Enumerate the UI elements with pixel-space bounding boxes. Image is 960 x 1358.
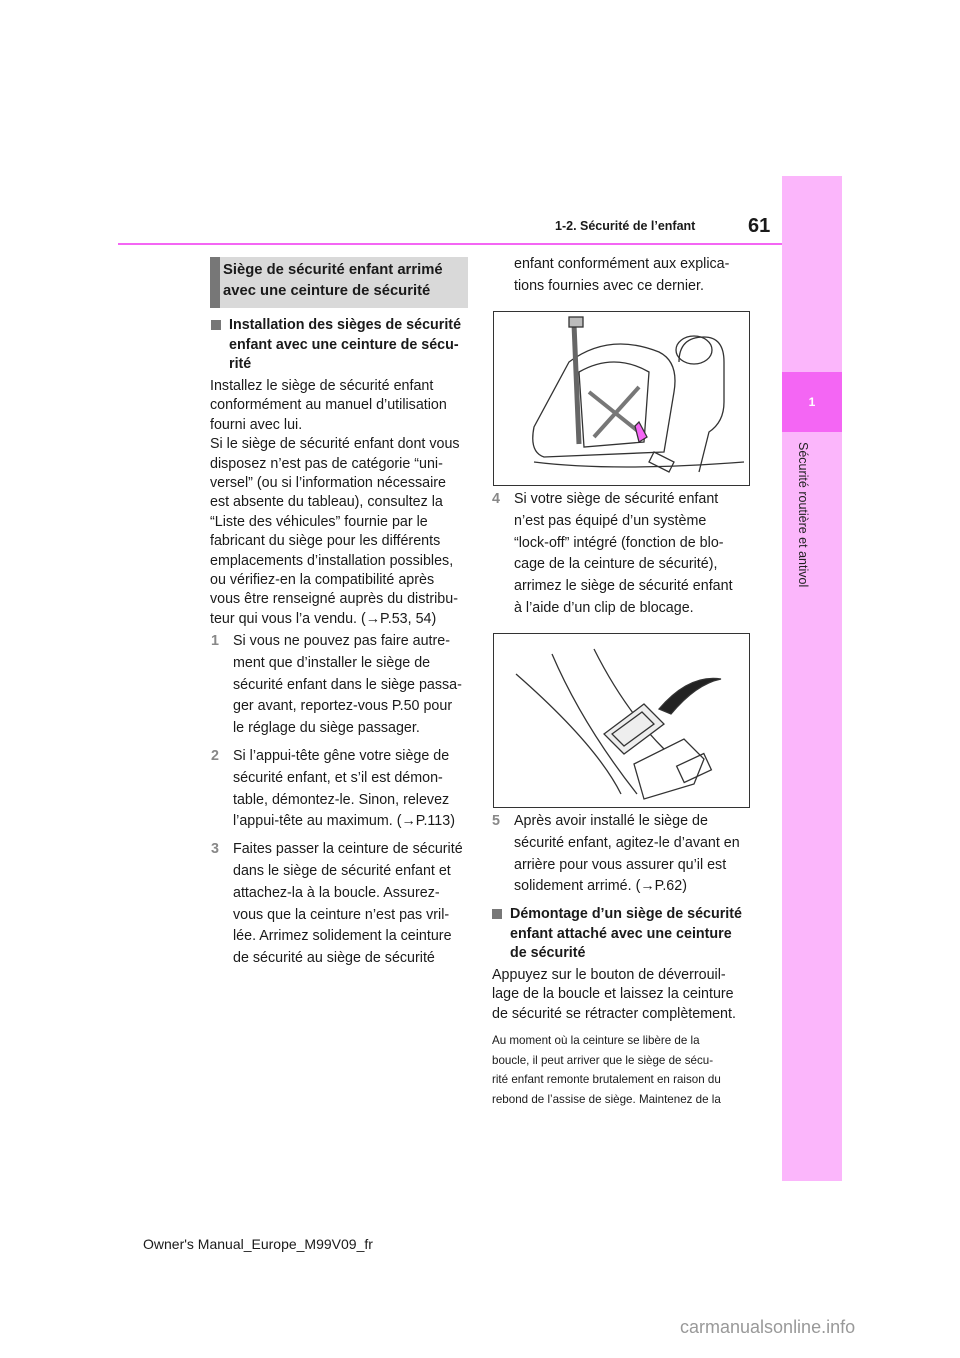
heading-line: avec une ceinture de sécurité bbox=[223, 283, 431, 299]
page-number: 61 bbox=[748, 215, 771, 237]
step-number: 5 bbox=[492, 813, 500, 829]
text-line: cage de la ceinture de sécurité), bbox=[514, 556, 718, 573]
step-item bbox=[211, 839, 463, 970]
text-line: Faites passer la ceinture de sécurité bbox=[233, 841, 463, 858]
steps-list bbox=[211, 631, 463, 976]
text-line: n’est pas équipé d’un système bbox=[514, 512, 707, 529]
subheading-line: de sécurité bbox=[510, 945, 586, 961]
text-line: fabricant du siège pour les différents bbox=[210, 533, 441, 550]
step-item bbox=[211, 631, 463, 740]
watermark[interactable]: carmanualsonline.info bbox=[680, 1317, 856, 1337]
text-line: de sécurité se rétracter complètement. bbox=[492, 1005, 736, 1022]
text-line: boucle, il peut arriver que le siège de sécu- bbox=[492, 1053, 714, 1067]
text-line: Appuyez sur le bouton de déverrouil- bbox=[492, 967, 726, 983]
step-item bbox=[211, 746, 463, 833]
text-line: rité enfant remonte brutalement en raison du bbox=[492, 1073, 721, 1086]
text-line: de sécurité au siège de sécurité bbox=[233, 950, 435, 967]
text-line: Après avoir installé le siège de bbox=[514, 813, 708, 829]
step-item bbox=[492, 489, 733, 620]
intro-paragraph bbox=[210, 377, 460, 629]
continued-paragraph bbox=[514, 254, 729, 298]
text-line: teur qui vous l’a vendu. (→P.53, 54) bbox=[210, 610, 437, 627]
locking-clip-illustration bbox=[493, 633, 750, 808]
text-line: ger avant, reportez-vous P.50 pour bbox=[233, 698, 453, 715]
text-line: disposez n’est pas de catégorie “uni- bbox=[210, 455, 443, 472]
text-line: “Liste des véhicules” fournie par le bbox=[210, 513, 428, 530]
subheading-line: enfant avec une ceinture de sécu- bbox=[229, 336, 459, 353]
text-line: Installez le siège de sécurité enfant bbox=[210, 378, 434, 394]
text-line: Si le siège de sécurité enfant dont vous bbox=[210, 436, 460, 453]
text-line: Si votre siège de sécurité enfant bbox=[514, 491, 719, 507]
text-line: tions fournies avec ce dernier. bbox=[514, 277, 704, 294]
text-line: arrière pour vous assurer qu’il est bbox=[514, 856, 727, 873]
text-line: l’appui-tête au maximum. (→P.113) bbox=[233, 813, 455, 830]
step-4 bbox=[492, 489, 733, 620]
text-line: attachez-la à la boucle. Assurez- bbox=[233, 884, 440, 901]
text-line: sécurité enfant dans le siège passa- bbox=[233, 676, 462, 693]
square-bullet-icon bbox=[211, 320, 221, 330]
step-number: 1 bbox=[211, 633, 219, 649]
text-line: lée. Arrimez solidement la ceinture bbox=[233, 928, 452, 945]
text-line: Si vous ne pouvez pas faire autre- bbox=[233, 633, 450, 649]
text-line: vous que la ceinture n’est pas vril- bbox=[233, 906, 450, 923]
text-line: rebond de l’assise de siège. Maintenez de la bbox=[492, 1092, 721, 1106]
header-rule bbox=[118, 243, 782, 245]
step-number: 3 bbox=[211, 841, 219, 858]
text-line: table, démontez-le. Sinon, relevez bbox=[233, 791, 450, 808]
subheading-line: rité bbox=[229, 356, 252, 372]
footer-manual-id: Owner's Manual_Europe_M99V09_fr bbox=[143, 1236, 373, 1252]
text-line: est absente du tableau), consultez la bbox=[210, 494, 443, 511]
section-title: 1-2. Sécurité de l’enfant bbox=[555, 219, 696, 233]
text-line: vous être renseigné auprès du distribu- bbox=[210, 591, 458, 608]
subheading-line: Installation des sièges de sécurité bbox=[229, 317, 462, 333]
subheading-line: Démontage d’un siège de sécurité bbox=[510, 906, 742, 922]
text-line: sécurité enfant, et s’il est démon- bbox=[233, 769, 443, 786]
text-line: Au moment où la ceinture se libère de la bbox=[492, 1034, 700, 1047]
child-seat-illustration bbox=[493, 311, 750, 486]
caution-note bbox=[492, 1031, 721, 1109]
step-number: 4 bbox=[492, 491, 500, 507]
text-line: à l’aide d’un clip de blocage. bbox=[514, 599, 694, 616]
chapter-title: Sécurité routière et antivol bbox=[796, 442, 810, 588]
text-line: sécurité enfant, agitez-le d’avant en bbox=[514, 834, 740, 851]
text-line: enfant conformément aux explica- bbox=[514, 256, 730, 272]
text-line: solidement arrimé. (→P.62) bbox=[514, 878, 687, 895]
text-line: le réglage du siège passager. bbox=[233, 720, 420, 737]
text-line: emplacements d’installation possibles, bbox=[210, 552, 454, 569]
text-line: dans le siège de sécurité enfant et bbox=[233, 862, 451, 879]
step-number: 2 bbox=[211, 747, 219, 764]
step-5 bbox=[492, 811, 740, 898]
text-line: arrimez le siège de sécurité enfant bbox=[514, 578, 733, 595]
chapter-number: 1 bbox=[808, 395, 816, 409]
heading-box bbox=[210, 257, 468, 308]
removal-paragraph bbox=[492, 966, 736, 1024]
subheading-install bbox=[229, 316, 461, 375]
text-line: lage de la boucle et laissez la ceinture bbox=[492, 986, 734, 1003]
square-bullet-icon bbox=[492, 909, 502, 919]
text-line: Si l’appui-tête gêne votre siège de bbox=[233, 747, 450, 764]
text-line: conformément au manuel d’utilisation bbox=[210, 397, 447, 414]
heading-line: Siège de sécurité enfant arrimé bbox=[223, 262, 443, 278]
text-line: ment que d’installer le siège de bbox=[233, 654, 431, 671]
text-line: versel” (ou si l’information nécessaire bbox=[210, 475, 446, 492]
step-item bbox=[492, 811, 740, 898]
side-tab-active[interactable] bbox=[782, 372, 842, 432]
subheading-removal bbox=[510, 905, 742, 964]
side-tab bbox=[782, 176, 842, 1181]
text-line: “lock-off” intégré (fonction de blo- bbox=[514, 534, 724, 551]
subheading-line: enfant attaché avec une ceinture bbox=[510, 925, 732, 942]
text-line: fourni avec lui. bbox=[210, 416, 303, 433]
text-line: ou vérifiez-en la compatibilité après bbox=[210, 572, 435, 589]
